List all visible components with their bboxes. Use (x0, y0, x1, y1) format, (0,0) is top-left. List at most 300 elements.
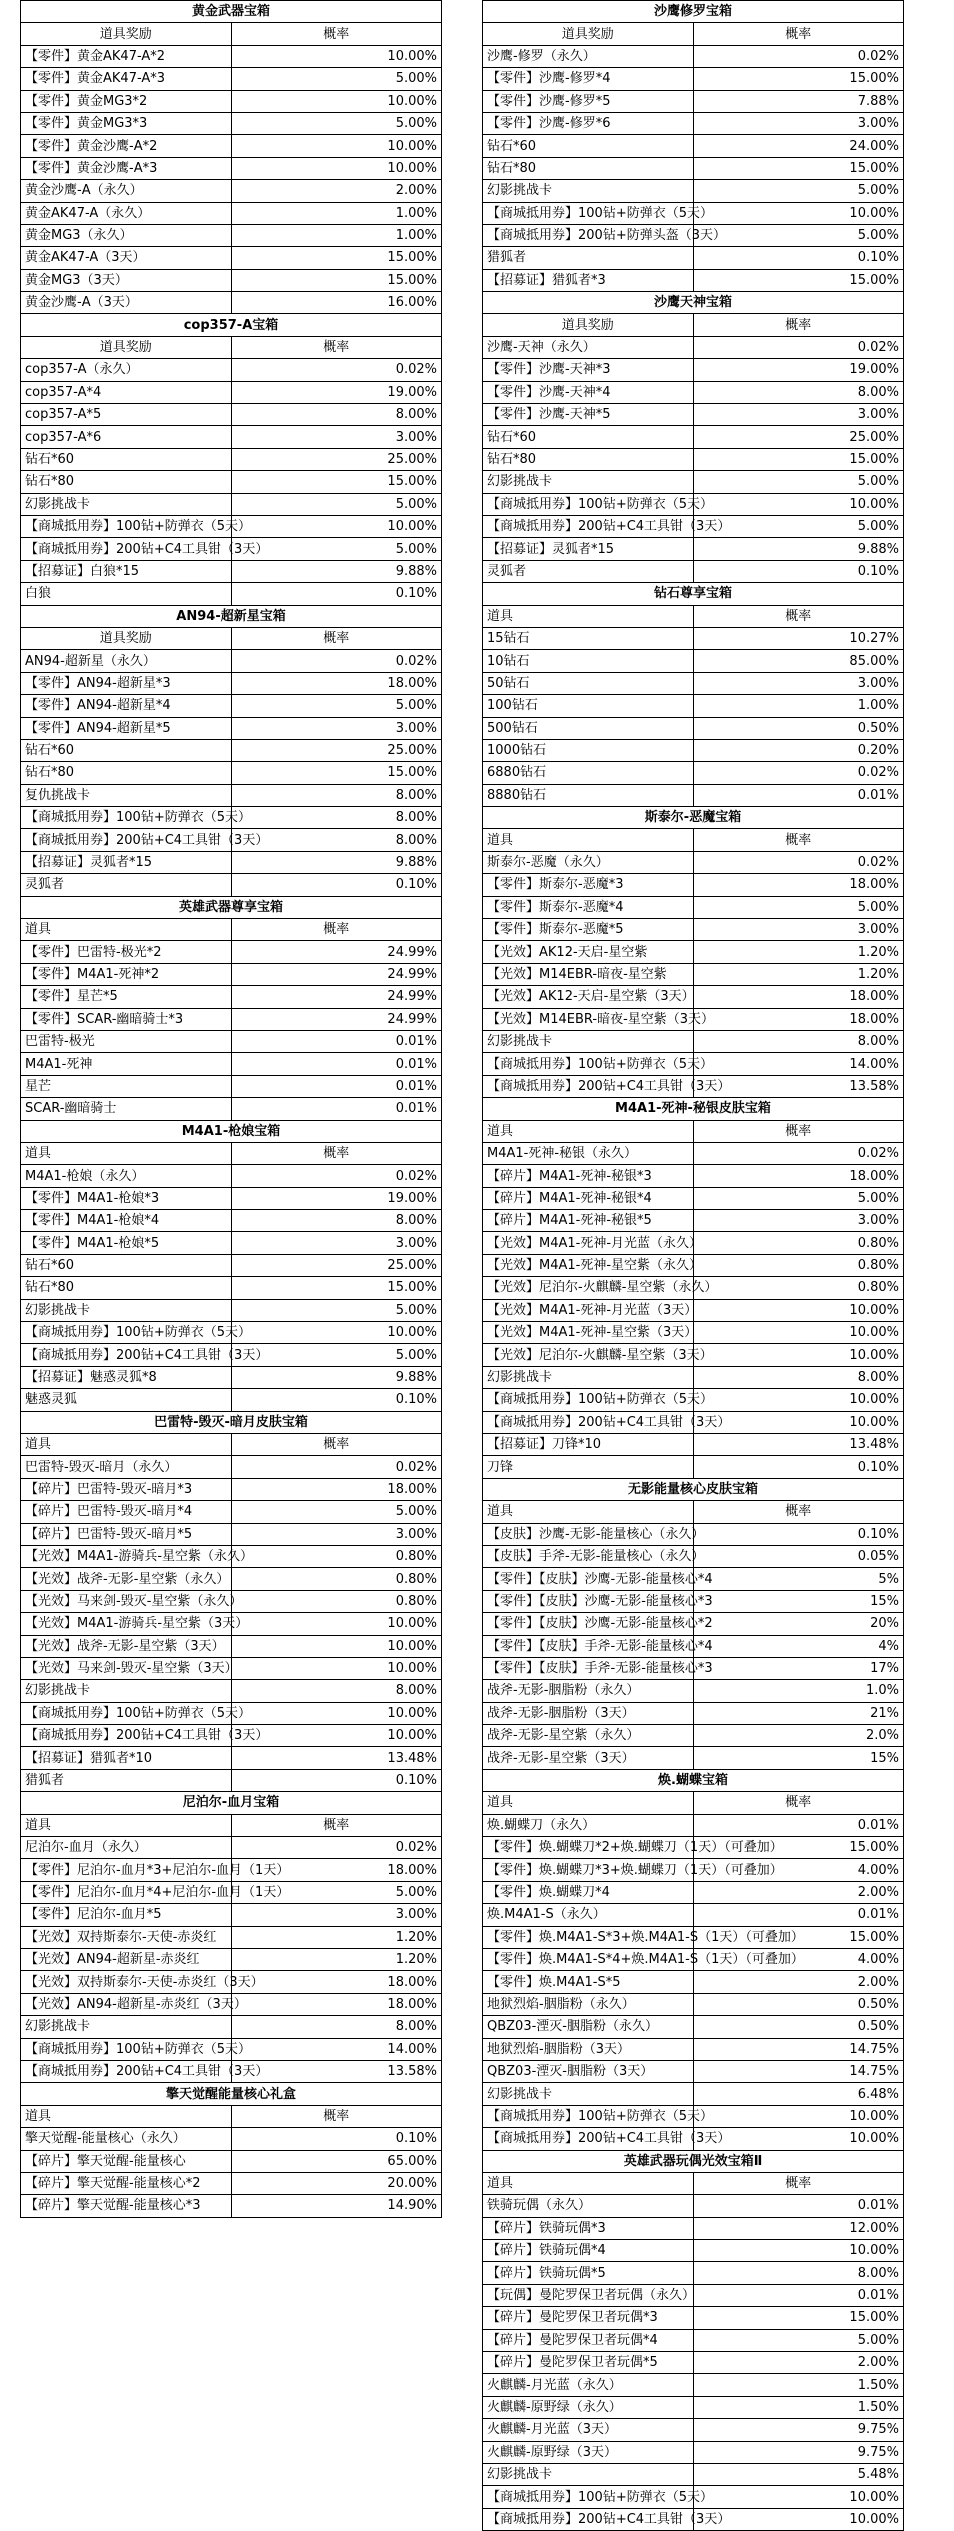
column-header-row (21, 919, 442, 941)
table-row (483, 1434, 904, 1456)
item-probability: 15.00% (231, 247, 442, 269)
item-name: 【光效】AK12-天启-星空紫（3天） (483, 986, 694, 1008)
item-name: 【光效】战斧-无影-星空紫（永久） (21, 1568, 232, 1590)
item-name: 【商城抵用券】200钻+C4工具钳（3天） (21, 829, 232, 851)
item-name: 【零件】沙鹰-天神*4 (483, 381, 694, 403)
table-row (483, 2284, 904, 2306)
table-row (483, 269, 904, 291)
table-row (483, 1545, 904, 1567)
item-probability: 5.00% (693, 896, 904, 918)
item-probability: 17% (693, 1657, 904, 1679)
box-title: 沙鹰修罗宝箱 (483, 1, 904, 23)
item-name: 【商城抵用券】100钻+防弹衣（5天） (483, 2486, 694, 2508)
table-row (483, 493, 904, 515)
item-probability: 21% (693, 1702, 904, 1724)
table-row (21, 1210, 442, 1232)
probability-column-header: 概率 (231, 919, 442, 941)
item-name: 钻石*80 (21, 471, 232, 493)
table-row (21, 1098, 442, 1120)
table-row (21, 1971, 442, 1993)
table-row (483, 1881, 904, 1903)
table-row (483, 471, 904, 493)
item-probability: 20.00% (231, 2172, 442, 2194)
table-row (483, 1075, 904, 1097)
item-name: 1000钻石 (483, 739, 694, 761)
item-name: 【商城抵用券】100钻+防弹衣（5天） (21, 2038, 232, 2060)
item-probability: 3.00% (693, 1210, 904, 1232)
table-row (483, 1859, 904, 1881)
item-name: 【商城抵用券】200钻+防弹头盔（3天） (483, 224, 694, 246)
item-name: AN94-超新星（永久） (21, 650, 232, 672)
item-probability: 5.00% (693, 2329, 904, 2351)
item-probability: 6.48% (693, 2083, 904, 2105)
item-probability: 15.00% (231, 762, 442, 784)
item-probability: 18.00% (231, 1971, 442, 1993)
item-name: 火麒麟-原野绿（3天） (483, 2441, 694, 2463)
table-row (483, 68, 904, 90)
item-probability: 0.02% (693, 45, 904, 67)
item-name: QBZ03-湮灭-胭脂粉（3天） (483, 2060, 694, 2082)
item-name: 猎狐者 (21, 1769, 232, 1791)
item-probability: 0.01% (231, 1053, 442, 1075)
table-row (21, 717, 442, 739)
table-row (21, 1769, 442, 1791)
table-row (483, 336, 904, 358)
item-name: 猎狐者 (483, 247, 694, 269)
item-probability: 0.10% (231, 874, 442, 896)
item-probability: 5.00% (231, 1501, 442, 1523)
item-probability: 18.00% (693, 874, 904, 896)
item-name: 【皮肤】手斧-无影-能量核心（永久） (483, 1545, 694, 1567)
table-row (483, 1165, 904, 1187)
item-name: 【光效】战斧-无影-星空紫（3天） (21, 1635, 232, 1657)
item-probability: 15.00% (231, 1277, 442, 1299)
item-probability: 24.99% (231, 986, 442, 1008)
table-row (483, 717, 904, 739)
box-title-row (21, 1120, 442, 1142)
item-probability: 10.27% (693, 627, 904, 649)
item-name: 幻影挑战卡 (21, 493, 232, 515)
table-row (21, 1030, 442, 1052)
table-row (21, 1613, 442, 1635)
item-probability: 0.50% (693, 2016, 904, 2038)
item-name: 【商城抵用券】100钻+防弹衣（5天） (483, 202, 694, 224)
item-name: 黄金AK47-A（永久） (21, 202, 232, 224)
item-name: 【商城抵用券】200钻+C4工具钳（3天） (483, 515, 694, 537)
table-row (483, 1187, 904, 1209)
item-name: 【零件】巴雷特-极光*2 (21, 941, 232, 963)
table-row (483, 1904, 904, 1926)
item-name: 【零件】【皮肤】沙鹰-无影-能量核心*3 (483, 1590, 694, 1612)
item-name: cop357-A*6 (21, 426, 232, 448)
item-probability: 13.48% (693, 1434, 904, 1456)
item-name: 【光效】AN94-超新星-赤炎红 (21, 1948, 232, 1970)
item-name: 【零件】黄金沙鹰-A*2 (21, 135, 232, 157)
item-probability: 10.00% (693, 1411, 904, 1433)
table-row (483, 963, 904, 985)
item-column-header: 道具 (21, 1142, 232, 1164)
item-name: 【零件】斯泰尔-恶魔*3 (483, 874, 694, 896)
table-row (21, 180, 442, 202)
table-row (483, 247, 904, 269)
item-name: M4A1-死神-秘银（永久） (483, 1142, 694, 1164)
item-name: 焕.蝴蝶刀（永久） (483, 1814, 694, 1836)
table-row (483, 672, 904, 694)
item-column-header: 道具 (483, 829, 694, 851)
table-row (483, 2329, 904, 2351)
item-probability: 4.00% (693, 1948, 904, 1970)
item-name: 8880钻石 (483, 784, 694, 806)
table-row (483, 2419, 904, 2441)
item-name: 灵狐者 (21, 874, 232, 896)
item-name: 【光效】M4A1-死神-星空紫（永久） (483, 1254, 694, 1276)
item-name: 10钻石 (483, 650, 694, 672)
table-row (483, 1725, 904, 1747)
table-row (21, 2172, 442, 2194)
item-probability: 10.00% (231, 45, 442, 67)
item-probability: 16.00% (231, 292, 442, 314)
item-name: 【光效】AK12-天启-星空紫 (483, 941, 694, 963)
table-row (483, 1747, 904, 1769)
item-name: 黄金AK47-A（3天） (21, 247, 232, 269)
prize-table-left (20, 0, 442, 2218)
item-name: 【商城抵用券】100钻+防弹衣（5天） (483, 2105, 694, 2127)
table-row (483, 1680, 904, 1702)
table-row (483, 1389, 904, 1411)
item-probability: 3.00% (231, 717, 442, 739)
left-column (20, 0, 442, 2218)
table-row (483, 1568, 904, 1590)
column-header-row (483, 829, 904, 851)
item-probability: 24.99% (231, 941, 442, 963)
item-probability: 9.88% (231, 560, 442, 582)
item-probability: 9.75% (693, 2419, 904, 2441)
item-name: 【零件】M4A1-枪娘*5 (21, 1232, 232, 1254)
item-probability: 7.88% (693, 90, 904, 112)
item-probability: 0.80% (231, 1590, 442, 1612)
item-probability: 3.00% (693, 919, 904, 941)
table-row (483, 2262, 904, 2284)
table-row (21, 2128, 442, 2150)
item-probability: 0.01% (231, 1098, 442, 1120)
item-probability: 1.50% (693, 2374, 904, 2396)
item-name: 【光效】尼泊尔-火麒麟-星空紫（永久） (483, 1277, 694, 1299)
table-row (483, 515, 904, 537)
table-row (483, 90, 904, 112)
item-probability: 13.58% (231, 2060, 442, 2082)
item-probability: 5.00% (693, 180, 904, 202)
item-probability: 2.00% (231, 180, 442, 202)
table-row (483, 2060, 904, 2082)
item-probability: 3.00% (231, 426, 442, 448)
table-row (483, 1344, 904, 1366)
item-probability: 0.02% (693, 762, 904, 784)
item-name: 【商城抵用券】200钻+C4工具钳（3天） (21, 1344, 232, 1366)
item-probability: 24.99% (231, 963, 442, 985)
item-probability: 0.10% (693, 1523, 904, 1545)
item-name: 【商城抵用券】100钻+防弹衣（5天） (483, 1053, 694, 1075)
item-name: 【零件】沙鹰-修罗*6 (483, 112, 694, 134)
table-row (483, 2463, 904, 2485)
table-row (21, 1680, 442, 1702)
item-probability: 0.02% (231, 1837, 442, 1859)
item-probability: 10.00% (693, 2128, 904, 2150)
item-probability: 10.00% (231, 1322, 442, 1344)
table-row (483, 695, 904, 717)
item-name: 钻石*60 (21, 448, 232, 470)
item-name: 【零件】沙鹰-修罗*4 (483, 68, 694, 90)
table-row (483, 1590, 904, 1612)
table-row (21, 1590, 442, 1612)
item-column-header: 道具奖励 (21, 627, 232, 649)
table-row (21, 1366, 442, 1388)
probability-column-header: 概率 (693, 605, 904, 627)
box-title: 尼泊尔-血月宝箱 (21, 1792, 442, 1814)
item-name: 【零件】AN94-超新星*4 (21, 695, 232, 717)
table-row (21, 2150, 442, 2172)
item-name: 【商城抵用券】200钻+C4工具钳（3天） (21, 2060, 232, 2082)
item-probability: 18.00% (231, 1993, 442, 2015)
item-probability: 15.00% (693, 1837, 904, 1859)
item-name: cop357-A（永久） (21, 359, 232, 381)
probability-column-header: 概率 (693, 23, 904, 45)
table-row (483, 1657, 904, 1679)
column-header-row (483, 23, 904, 45)
item-name: 【碎片】曼陀罗保卫者玩偶*5 (483, 2352, 694, 2374)
item-name: 刀锋 (483, 1456, 694, 1478)
table-row (21, 1725, 442, 1747)
item-column-header: 道具 (483, 1792, 694, 1814)
item-probability: 4.00% (693, 1859, 904, 1881)
table-row (483, 1030, 904, 1052)
prize-table-right (482, 0, 904, 2531)
box-title: cop357-A宝箱 (21, 314, 442, 336)
item-name: 【零件】沙鹰-修罗*5 (483, 90, 694, 112)
item-name: 【零件】黄金沙鹰-A*3 (21, 157, 232, 179)
item-probability: 0.50% (693, 1993, 904, 2015)
probability-column-header: 概率 (693, 2172, 904, 2194)
table-row (483, 784, 904, 806)
item-probability: 2.0% (693, 1725, 904, 1747)
item-name: 幻影挑战卡 (483, 180, 694, 202)
item-name: 【光效】M4A1-游骑兵-星空紫（3天） (21, 1613, 232, 1635)
table-row (483, 650, 904, 672)
probability-column-header: 概率 (231, 336, 442, 358)
item-probability: 9.88% (231, 1366, 442, 1388)
table-row (21, 1165, 442, 1187)
item-column-header: 道具 (21, 919, 232, 941)
item-name: 战斧-无影-胭脂粉（3天） (483, 1702, 694, 1724)
table-row (21, 247, 442, 269)
item-name: 【零件】【皮肤】沙鹰-无影-能量核心*2 (483, 1613, 694, 1635)
item-probability: 0.02% (231, 1165, 442, 1187)
table-row (483, 1837, 904, 1859)
item-probability: 10.00% (231, 1702, 442, 1724)
item-probability: 1.50% (693, 2396, 904, 2418)
box-title: 英雄武器玩偶光效宝箱Ⅱ (483, 2150, 904, 2172)
item-name: 黄金MG3（3天） (21, 269, 232, 291)
item-probability: 12.00% (693, 2217, 904, 2239)
table-row (21, 135, 442, 157)
item-probability: 19.00% (231, 1187, 442, 1209)
box-title: 焕.蝴蝶宝箱 (483, 1769, 904, 1791)
table-row (21, 493, 442, 515)
box-title-row (483, 292, 904, 314)
item-name: 【光效】M4A1-游骑兵-星空紫（永久） (21, 1545, 232, 1567)
table-row (483, 1142, 904, 1164)
item-probability: 10.00% (231, 157, 442, 179)
item-probability: 10.00% (693, 202, 904, 224)
item-probability: 3.00% (693, 404, 904, 426)
item-probability: 10.00% (231, 515, 442, 537)
item-name: 【商城抵用券】100钻+防弹衣（5天） (21, 1702, 232, 1724)
item-probability: 0.80% (693, 1277, 904, 1299)
item-probability: 19.00% (693, 359, 904, 381)
table-row (21, 426, 442, 448)
item-probability: 2.00% (693, 1971, 904, 1993)
item-column-header: 道具 (21, 1814, 232, 1836)
item-probability: 18.00% (231, 1478, 442, 1500)
box-title: 无影能量核心皮肤宝箱 (483, 1478, 904, 1500)
table-row (21, 1277, 442, 1299)
item-probability: 8.00% (231, 784, 442, 806)
table-row (21, 157, 442, 179)
item-name: 【招募证】猎狐者*3 (483, 269, 694, 291)
item-probability: 24.00% (693, 135, 904, 157)
item-name: 【商城抵用券】100钻+防弹衣（5天） (483, 1389, 694, 1411)
item-probability: 0.20% (693, 739, 904, 761)
item-probability: 0.01% (693, 784, 904, 806)
item-name: 幻影挑战卡 (21, 1680, 232, 1702)
table-row (483, 560, 904, 582)
item-probability: 1.0% (693, 1680, 904, 1702)
column-header-row (21, 1142, 442, 1164)
item-probability: 10.00% (693, 1299, 904, 1321)
item-name: 钻石*60 (21, 1254, 232, 1276)
item-probability: 0.01% (693, 2284, 904, 2306)
item-name: 【零件】M4A1-死神*2 (21, 963, 232, 985)
table-row (483, 2217, 904, 2239)
item-name: 【光效】马来剑-毁灭-星空紫（3天） (21, 1657, 232, 1679)
item-name: M4A1-枪娘（永久） (21, 1165, 232, 1187)
table-row (483, 2307, 904, 2329)
table-row (483, 180, 904, 202)
item-name: 【商城抵用券】200钻+C4工具钳（3天） (483, 1075, 694, 1097)
item-probability: 10.00% (231, 1657, 442, 1679)
item-probability: 5.00% (231, 68, 442, 90)
box-title: 巴雷特-毁灭-暗月皮肤宝箱 (21, 1411, 442, 1433)
table-row (483, 1613, 904, 1635)
item-name: 【零件】AN94-超新星*5 (21, 717, 232, 739)
table-row (21, 807, 442, 829)
table-row (483, 2128, 904, 2150)
item-probability: 10.00% (693, 1344, 904, 1366)
item-name: 黄金沙鹰-A（3天） (21, 292, 232, 314)
item-name: 【零件】黄金MG3*2 (21, 90, 232, 112)
table-row (483, 896, 904, 918)
probability-column-header: 概率 (231, 627, 442, 649)
item-name: 【商城抵用券】200钻+C4工具钳（3天） (483, 2128, 694, 2150)
table-row (21, 404, 442, 426)
item-probability: 5.48% (693, 2463, 904, 2485)
item-name: 【零件】沙鹰-天神*5 (483, 404, 694, 426)
table-row (483, 1948, 904, 1970)
item-probability: 10.00% (693, 1389, 904, 1411)
item-name: 【碎片】曼陀罗保卫者玩偶*4 (483, 2329, 694, 2351)
table-row (483, 2486, 904, 2508)
table-row (483, 2441, 904, 2463)
item-name: 【光效】马来剑-毁灭-星空紫（永久） (21, 1590, 232, 1612)
box-title-row (21, 1, 442, 23)
item-probability: 10.00% (231, 1725, 442, 1747)
item-column-header: 道具奖励 (483, 314, 694, 336)
table-row (21, 45, 442, 67)
item-name: 【商城抵用券】200钻+C4工具钳（3天） (21, 538, 232, 560)
item-name: 【碎片】铁骑玩偶*4 (483, 2240, 694, 2262)
item-probability: 5.00% (231, 112, 442, 134)
item-probability: 13.58% (693, 1075, 904, 1097)
table-row (21, 1837, 442, 1859)
item-name: 沙鹰-天神（永久） (483, 336, 694, 358)
table-row (21, 851, 442, 873)
table-row (21, 1545, 442, 1567)
item-probability: 25.00% (693, 426, 904, 448)
table-row (483, 404, 904, 426)
item-probability: 25.00% (231, 448, 442, 470)
table-row (483, 1232, 904, 1254)
item-name: 【招募证】白狼*15 (21, 560, 232, 582)
column-header-row (21, 23, 442, 45)
table-row (21, 381, 442, 403)
right-column (482, 0, 904, 2531)
item-probability: 15.00% (693, 269, 904, 291)
item-probability: 9.88% (231, 851, 442, 873)
table-row (483, 2195, 904, 2217)
probability-column-header: 概率 (693, 829, 904, 851)
item-probability: 5.00% (231, 695, 442, 717)
table-row (21, 1859, 442, 1881)
table-row (483, 1299, 904, 1321)
item-probability: 18.00% (693, 986, 904, 1008)
box-title-row (483, 1478, 904, 1500)
item-probability: 2.00% (693, 2352, 904, 2374)
column-header-row (21, 1814, 442, 1836)
column-header-row (483, 314, 904, 336)
table-row (21, 202, 442, 224)
item-probability: 18.00% (693, 1165, 904, 1187)
item-name: 【光效】M14EBR-暗夜-星空紫（3天） (483, 1008, 694, 1030)
item-name: 【零件】SCAR-幽暗骑士*3 (21, 1008, 232, 1030)
table-row (483, 1926, 904, 1948)
item-probability: 8.00% (231, 829, 442, 851)
table-row (483, 2396, 904, 2418)
item-name: 【光效】M14EBR-暗夜-星空紫 (483, 963, 694, 985)
table-row (483, 941, 904, 963)
table-row (21, 1075, 442, 1097)
item-name: 幻影挑战卡 (483, 471, 694, 493)
table-row (21, 471, 442, 493)
item-name: 15钻石 (483, 627, 694, 649)
table-row (21, 1344, 442, 1366)
item-probability: 10.00% (693, 2508, 904, 2530)
box-title-row (21, 1411, 442, 1433)
table-row (21, 90, 442, 112)
item-probability: 13.48% (231, 1747, 442, 1769)
item-name: 【零件】黄金MG3*3 (21, 112, 232, 134)
item-name: 地狱烈焰-胭脂粉（3天） (483, 2038, 694, 2060)
table-row (21, 1993, 442, 2015)
table-row (483, 45, 904, 67)
